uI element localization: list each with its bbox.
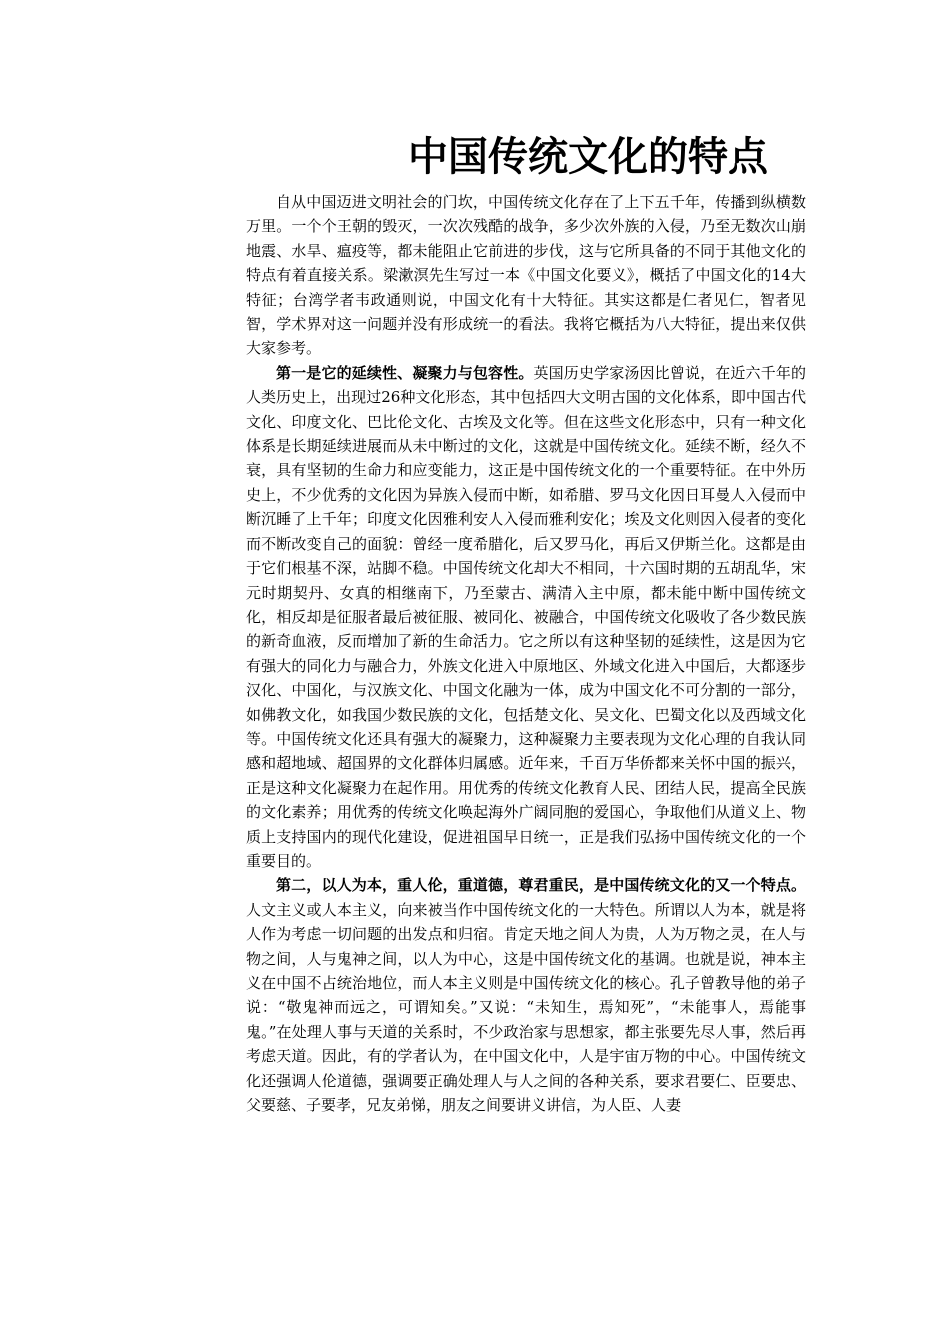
paragraph-lead: 第二，以人为本，重人伦，重道德，尊君重民，是中国传统文化的又一个特点。: [276, 876, 806, 895]
body-text: [246, 190, 806, 1117]
paragraph-text: 自从中国迈进文明社会的门坎，中国传统文化存在了上下五千年，传播到纵横数万里。一个个王朝的毁灭，一次次残酷的战争，多少次外族的入侵，乃至无数次山崩地震、水旱、瘟疫等，都未能阻止它前进的步伐，这与它所具备的不同于其他文化的特点有着直接关系。梁漱溟先生写过一本《中国文化要义》，概括了中国文化的14大特征；台湾学者韦政通则说，中国文化有十大特征。其实这都是仁者见仁，智者见智，学术界对这一问题并没有形成统一的看法。我将它概括为八大特征，提出来仅供大家参考。: [246, 193, 806, 358]
paragraph-text: 英国历史学家汤因比曾说，在近六千年的人类历史上，出现过26种文化形态，其中包括四大文明古国的文化体系，即中国古代文化、印度文化、巴比伦文化、古埃及文化等。但在这些文化形态中，只有一种文化体系是长期延续进展而从未中断过的文化，这就是中国传统文化。延续不断，经久不衰，具有坚韧的生命力和应变能力，这正是中国传统文化的一个重要特征。在中外历史上，不少优秀的文化因为异族入侵而中断，如希腊、罗马文化因日耳曼人入侵而中断沉睡了上千年；印度文化因雅利安人入侵而雅利安化；埃及文化则因入侵者的变化而不断改变自己的面貌：曾经一度希腊化，后又罗马化，再后又伊斯兰化。这都是由于它们根基不深，站脚不稳。中国传统文化却大不相同，十六国时期的五胡乱华，宋元时期契丹、女真的相继南下，乃至蒙古、满清入主中原，都未能中断中国传统文化，相反却是征服者最后被征服、被同化、被融合，中国传统文化吸收了各少数民族的新奇血液，反而增加了新的生命活力。它之所以有这种坚韧的延续性，这是因为它有强大的同化力与融合力，外族文化进入中原地区、外域文化进入中国后，大都逐步汉化、中国化，与汉族文化、中国文化融为一体，成为中国文化不可分割的一部分，如佛教文化，如我国少数民族的文化，包括楚文化、吴文化、巴蜀文化以及西域文化等。中国传统文化还具有强大的凝聚力，这种凝聚力主要表现为文化心理的自我认同感和超地域、超国界的文化群体归属感。近年来，千百万华侨都来关怀中国的振兴，正是这种文化凝聚力在起作用。用优秀的传统文化教育人民、团结人民，提高全民族的文化素养；用优秀的传统文化唤起海外广阔同胞的爱国心，争取他们从道义上、物质上支持国内的现代化建设，促进祖国早日统一，正是我们弘扬中国传统文化的一个重要目的。: [246, 363, 806, 870]
paragraph-intro: [246, 190, 806, 361]
paragraph-feature-two: [246, 873, 806, 1117]
paragraph-lead: 第一是它的延续性、凝聚力与包容性。: [276, 363, 534, 382]
page-title: 中国传统文化的特点: [408, 133, 768, 180]
document-page: [246, 0, 806, 1344]
paragraph-feature-one: [246, 361, 806, 874]
paragraph-text: 人文主义或人本主义，向来被当作中国传统文化的一大特色。所谓以人为本，就是将人作为考虑一切问题的出发点和归宿。肯定天地之间人为贵，人为万物之灵，在人与物之间，人与鬼神之间，以人为中心，这是中国传统文化的基调。也就是说，神本主义在中国不占统治地位，而人本主义则是中国传统文化的核心。孔子曾教导他的弟子说：“敬鬼神而远之，可谓知矣。”又说：“未知生，焉知死”，“未能事人，焉能事鬼。”在处理人事与天道的关系时，不少政治家与思想家，都主张要先尽人事，然后再考虑天道。因此，有的学者认为，在中国文化中，人是宇宙万物的中心。中国传统文化还强调人伦道德，强调要正确处理人与人之间的各种关系，要求君要仁、臣要忠、父要慈、子要孝，兄友弟悌，朋友之间要讲义讲信，为人臣、人妻: [246, 900, 806, 1115]
